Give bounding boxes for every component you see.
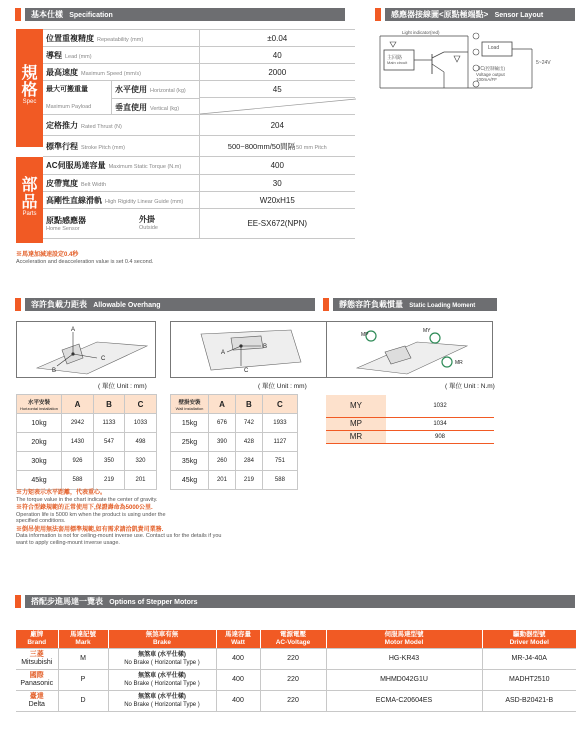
spec-row xyxy=(43,64,355,81)
watt-cell: 400 xyxy=(216,648,260,669)
brand-cn: 國際 xyxy=(29,671,44,679)
col-header-brand xyxy=(16,630,58,648)
spec-label-en: Maximum Speed (mm/s) xyxy=(81,70,141,77)
driver-model-cell: MADHT2510 xyxy=(482,669,576,690)
table-row xyxy=(171,414,298,433)
spec-section-header xyxy=(25,8,345,21)
overhang-section-header xyxy=(25,298,315,311)
svg-text:B: B xyxy=(263,344,268,350)
value-cell: 260 xyxy=(209,452,236,471)
spec-label-en: High Rigidity Linear Guide (mm) xyxy=(105,198,184,205)
mark-cell: P xyxy=(58,669,108,690)
value-cell: 676 xyxy=(209,414,236,433)
table-header-row xyxy=(17,395,157,414)
brake-cn: 無煞車 (水平仕樣) xyxy=(138,651,186,658)
svg-text:A: A xyxy=(221,350,226,356)
value-cell: 1127 xyxy=(262,433,297,452)
value-cell: 588 xyxy=(262,471,297,490)
col-header-load: 壁掛安裝 xyxy=(178,399,201,406)
static-moment-diagram xyxy=(326,321,493,378)
section-accent xyxy=(375,8,381,21)
col-header-cn: 無煞車有無 xyxy=(145,630,179,638)
load-cell: 10kg xyxy=(17,414,62,433)
value-cell: 428 xyxy=(235,433,262,452)
value-cell: 498 xyxy=(124,433,156,452)
mark-cell: M xyxy=(58,648,108,669)
spec-value: 500~800mm/50間隔 xyxy=(227,141,296,151)
table-row xyxy=(171,433,298,452)
sensor-output-en: Voltage output 100mA/FF xyxy=(476,72,505,82)
motor-options-table xyxy=(16,630,576,712)
sensor-mount-label-en: Outside xyxy=(139,225,158,231)
spec-label: 高剛性直線滑軌 xyxy=(46,195,102,205)
col-header-en: Driver Model xyxy=(509,638,549,646)
svg-text:MR: MR xyxy=(455,360,463,366)
spec-value: W20xH15 xyxy=(199,192,355,209)
brake-en: No Brake ( Horizontal Type ) xyxy=(124,701,200,708)
brand-cn: 三菱 xyxy=(29,650,44,658)
sensor-mount-label: 外掛 xyxy=(139,215,155,224)
watt-cell: 400 xyxy=(216,669,260,690)
spec-row-payload-h xyxy=(43,81,355,98)
spec-row xyxy=(43,136,355,157)
col-header-b: B xyxy=(235,395,262,414)
value-cell: 350 xyxy=(94,452,125,471)
section-accent xyxy=(15,595,21,608)
value-cell: 1133 xyxy=(94,414,125,433)
table-row xyxy=(326,395,494,417)
table-row xyxy=(16,669,576,690)
spec-label: AC伺服馬達容量 xyxy=(46,161,106,170)
table-header-row xyxy=(171,395,298,414)
overhang-unit-wall: ( 單位 Unit : mm) xyxy=(258,383,307,390)
col-header-brake xyxy=(108,630,216,648)
brake-cn: 無煞車 (水平仕樣) xyxy=(138,693,186,700)
col-header-driver-model xyxy=(482,630,576,648)
spec-row xyxy=(43,192,355,209)
spec-value: EE-SX672(NPN) xyxy=(199,209,355,239)
spec-label: 原點感應器 xyxy=(46,216,86,225)
table-row xyxy=(17,433,157,452)
col-header-cn: 伺服馬達型號 xyxy=(384,630,424,638)
driver-model-cell: ASD-B20421-B xyxy=(482,690,576,711)
col-header-b: B xyxy=(94,395,125,414)
table-row xyxy=(17,471,157,490)
table-row xyxy=(16,648,576,669)
wall-load-drawing xyxy=(171,322,331,379)
sensor-wiring-diagram xyxy=(372,28,578,100)
note-cn: ※符合型錄規範的正常使用下,保證壽命為5000公里. xyxy=(16,505,153,511)
value-cell: 219 xyxy=(94,471,125,490)
moment-value: 908 xyxy=(386,430,494,443)
col-header-voltage xyxy=(260,630,326,648)
spec-label: 定格推力 xyxy=(46,120,78,130)
col-header-a: A xyxy=(62,395,94,414)
spec-label: 導程 xyxy=(46,50,62,60)
mark-cell: D xyxy=(58,690,108,711)
sensor-output-cn: (控制輸出) xyxy=(484,66,505,71)
section-accent xyxy=(15,298,21,311)
spec-table xyxy=(43,29,355,239)
spec-label-en: Repeatability (mm) xyxy=(97,36,144,43)
moment-value: 1032 xyxy=(386,395,494,417)
col-header-cn: 馬達記號 xyxy=(70,630,96,638)
spec-title-en: Specification xyxy=(69,12,113,19)
spec-value: ±0.04 xyxy=(199,30,355,47)
load-cell: 35kg xyxy=(171,452,209,471)
svg-text:MP: MP xyxy=(361,332,369,338)
table-row xyxy=(171,452,298,471)
brake-en: No Brake ( Horizontal Type ) xyxy=(124,680,200,687)
col-header-en: AC-Voltage xyxy=(275,638,311,646)
spec-label: 標準行程 xyxy=(46,141,78,151)
watt-cell: 400 xyxy=(216,690,260,711)
brand-en: Delta xyxy=(28,700,45,708)
note-en: The torque value in the chart indicate the center of gravity. xyxy=(16,496,158,503)
static-moment-table xyxy=(326,395,494,444)
value-cell: 1430 xyxy=(62,433,94,452)
col-header-c: C xyxy=(124,395,156,414)
brake-en: No Brake ( Horizontal Type ) xyxy=(124,659,200,666)
spec-note-en: Acceleration and deacceleration value is set 0.4 second. xyxy=(16,258,154,265)
spec-row xyxy=(43,47,355,64)
spec-value: 2000 xyxy=(199,64,355,81)
spec-value: 30 xyxy=(199,175,355,192)
col-header-watt xyxy=(216,630,260,648)
moment-label: MP xyxy=(326,417,386,430)
col-header-en: Brake xyxy=(152,638,172,646)
brand-en: Panasonic xyxy=(20,679,54,687)
value-cell: 1933 xyxy=(262,414,297,433)
payload-horizontal-label: 水平使用 xyxy=(115,85,147,94)
value-cell: 547 xyxy=(94,433,125,452)
col-header-load-en: Horizontal installation xyxy=(19,405,59,411)
sensor-title-cn: 感應器接線圖<原點極端點> xyxy=(391,10,489,19)
table-row xyxy=(326,417,494,430)
spec-label: 最高速度 xyxy=(46,67,78,77)
spec-label-en: Home Sensor xyxy=(46,226,80,232)
svg-text:C: C xyxy=(101,356,106,362)
value-cell: 926 xyxy=(62,452,94,471)
spec-value-slash xyxy=(199,98,355,115)
spec-label-en: Belt Width xyxy=(81,181,107,188)
overhang-unit-horizontal: ( 單位 Unit : mm) xyxy=(98,383,147,390)
spec-row xyxy=(43,30,355,47)
voltage-cell: 220 xyxy=(260,690,326,711)
value-cell: 390 xyxy=(209,433,236,452)
spec-row-payload-v xyxy=(43,98,355,115)
payload-horizontal-label-en: Horizontal (kg) xyxy=(150,88,186,94)
spec-label: 最大可搬重量 xyxy=(46,86,88,94)
value-cell: 1033 xyxy=(124,414,156,433)
col-header-load: 水平安裝 xyxy=(27,399,50,406)
col-header-en: Mark xyxy=(75,638,91,646)
spec-group-label-cn: 規格 xyxy=(21,65,38,99)
svg-text:C: C xyxy=(244,368,249,374)
col-header-en: Brand xyxy=(27,638,47,646)
value-cell: 320 xyxy=(124,452,156,471)
static-moment-drawing xyxy=(327,322,494,379)
value-cell: 201 xyxy=(124,471,156,490)
horizontal-load-drawing xyxy=(17,322,157,379)
load-cell: 15kg xyxy=(171,414,209,433)
note-en: Operation life is 5000 km when the product is using under the specified conditions. xyxy=(16,511,166,524)
value-cell: 742 xyxy=(235,414,262,433)
load-cell: 45kg xyxy=(17,471,62,490)
spec-title-cn: 基本仕樣 xyxy=(31,10,63,19)
sensor-section-header xyxy=(385,8,575,21)
sensor-main-circuit-cn: 主回路 xyxy=(387,55,403,61)
spec-group-parts xyxy=(16,157,43,243)
load-cell: 20kg xyxy=(17,433,62,452)
horizontal-install-diagram xyxy=(16,321,156,378)
table-header-row xyxy=(16,630,576,648)
spec-note-cn: ※馬達加減速設定0.4秒 xyxy=(16,252,79,258)
sensor-voltage-label: 5~24V xyxy=(536,60,551,66)
motor-model-cell: ECMA-C20604ES xyxy=(326,690,482,711)
sensor-main-circuit-en: Main circuit xyxy=(387,60,408,65)
wall-overhang-table xyxy=(170,394,298,490)
note-en: Data information is not for ceiling-mount inverse use. Contact us for the details if you want to apply ceiling-mount inverse usage. xyxy=(16,533,222,546)
spec-value-suffix: 50 mm Pitch xyxy=(296,144,327,151)
spec-value: 40 xyxy=(199,47,355,64)
value-cell: 284 xyxy=(235,452,262,471)
spec-row xyxy=(43,175,355,192)
value-cell: 219 xyxy=(235,471,262,490)
col-header-c: C xyxy=(262,395,297,414)
col-header-cn: 電源電壓 xyxy=(280,630,306,638)
table-row xyxy=(16,690,576,711)
motors-title-en: Options of Stepper Motors xyxy=(109,599,198,606)
spec-label-en: Rated Thrust (N) xyxy=(81,123,122,130)
svg-text:A: A xyxy=(70,327,76,333)
spec-row xyxy=(43,157,355,175)
col-header-motor-model xyxy=(326,630,482,648)
spec-note xyxy=(16,252,153,265)
spec-value: 204 xyxy=(199,115,355,136)
static-title-cn: 靜態容許負載慣量 xyxy=(339,300,403,309)
section-accent xyxy=(323,298,329,311)
brake-cn: 無煞車 (水平仕樣) xyxy=(138,672,186,679)
value-cell: 201 xyxy=(209,471,236,490)
spec-label: 皮帶寬度 xyxy=(46,178,78,188)
spec-row xyxy=(43,209,355,239)
motor-model-cell: HG-KR43 xyxy=(326,648,482,669)
sensor-title-en: Sensor Layout xyxy=(494,12,544,19)
col-header-a: A xyxy=(209,395,236,414)
spec-label: 位置重複精度 xyxy=(46,33,94,43)
payload-vertical-label-en: Vertical (kg) xyxy=(150,105,180,112)
payload-vertical-label: 垂直使用 xyxy=(115,102,147,112)
spec-row xyxy=(43,115,355,136)
col-header-en: Watt xyxy=(231,638,245,646)
load-cell: 45kg xyxy=(171,471,209,490)
horizontal-overhang-table xyxy=(16,394,157,490)
sensor-ic-label: IC xyxy=(479,66,484,72)
svg-text:MY: MY xyxy=(423,328,431,334)
value-cell: 588 xyxy=(62,471,94,490)
spec-label-en: Maximum Payload xyxy=(46,104,92,111)
wall-install-diagram xyxy=(170,321,330,378)
col-header-cn: 馬達容量 xyxy=(225,630,251,638)
table-row xyxy=(17,452,157,471)
load-cell: 25kg xyxy=(171,433,209,452)
col-header-mark xyxy=(58,630,108,648)
static-section-header xyxy=(333,298,497,311)
load-cell: 30kg xyxy=(17,452,62,471)
motor-model-cell: MHMD042G1U xyxy=(326,669,482,690)
spec-label-en: Lead (mm) xyxy=(65,53,92,60)
static-moment-unit: ( 單位 Unit : N.m) xyxy=(445,383,495,390)
motors-title-cn: 搭配步進馬達一覽表 xyxy=(31,597,103,606)
spec-group-spec xyxy=(16,29,43,147)
voltage-cell: 220 xyxy=(260,669,326,690)
spec-value: 400 xyxy=(199,157,355,175)
motors-section-header xyxy=(25,595,575,608)
parts-group-label-cn: 部品 xyxy=(21,177,38,211)
overhang-title-cn: 容許負載力距表 xyxy=(31,300,87,309)
table-row xyxy=(17,414,157,433)
sensor-load-label: Load xyxy=(488,45,500,51)
overhang-title-en: Allowable Overhang xyxy=(93,302,161,309)
driver-model-cell: MR-J4-40A xyxy=(482,648,576,669)
value-cell: 751 xyxy=(262,452,297,471)
note-cn: ※力矩表示水平距離，代表重心。 xyxy=(16,490,107,496)
table-row xyxy=(171,471,298,490)
col-header-en: Motor Model xyxy=(384,638,424,646)
table-row xyxy=(326,430,494,443)
brand-en: Mitsubishi xyxy=(21,658,53,666)
static-title-en: Static Loading Moment xyxy=(409,303,476,309)
spec-label-en: Maximum Static Torque (N.m) xyxy=(108,164,182,170)
col-header-cn: 驅動器型號 xyxy=(513,630,546,638)
spec-label-en: Stroke Pitch (mm) xyxy=(81,144,126,151)
brand-cn: 臺達 xyxy=(29,692,44,700)
moment-label: MR xyxy=(326,430,386,443)
moment-value: 1034 xyxy=(386,417,494,430)
note-cn: ※倒吊使用無法套用標準規範,如有需求請洽凱貴司業務. xyxy=(16,526,164,533)
col-header-load-en: Wall installation xyxy=(175,405,204,411)
voltage-cell: 220 xyxy=(260,648,326,669)
sensor-indicator-label: Light indicator(red) xyxy=(402,30,440,35)
col-header-cn: 廠牌 xyxy=(30,630,44,638)
parts-group-label-en: Parts xyxy=(22,211,37,217)
value-cell: 2942 xyxy=(62,414,94,433)
section-accent xyxy=(15,8,21,21)
moment-label: MY xyxy=(326,395,386,417)
spec-group-label-en: Spec xyxy=(22,99,37,105)
svg-text:B: B xyxy=(52,368,57,374)
spec-value: 45 xyxy=(199,81,355,98)
not-applicable-slash xyxy=(200,98,356,115)
overhang-notes xyxy=(16,490,316,546)
